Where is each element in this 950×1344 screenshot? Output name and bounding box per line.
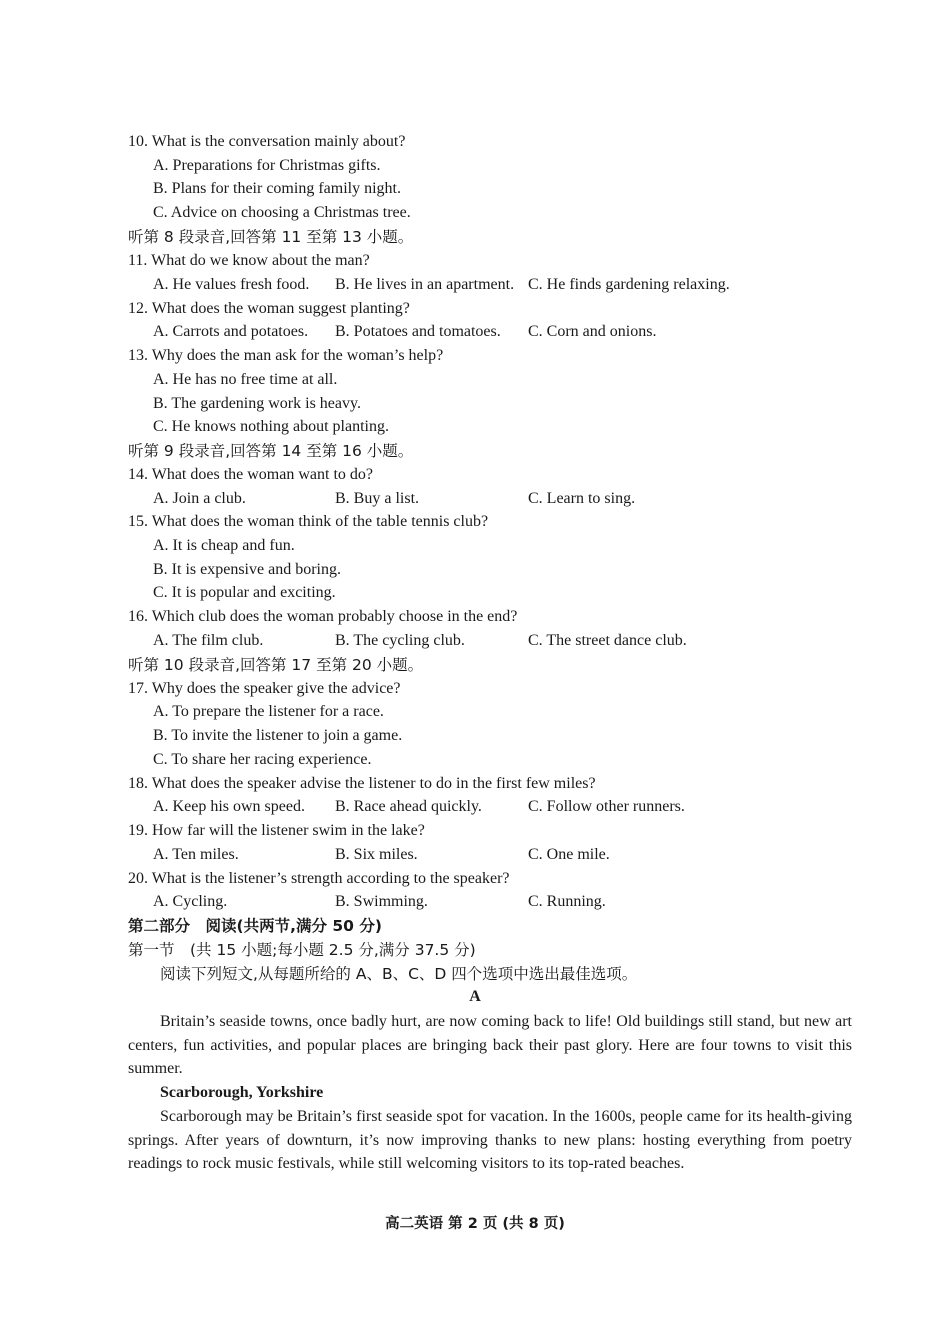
passage-paragraph-1 — [128, 1010, 852, 1081]
question-14-option-c: C. Learn to sing. — [528, 490, 636, 507]
question-15-stem: 15. What does the woman think of the table tennis club? — [128, 513, 489, 530]
part-two-heading: 第二部分 阅读(共两节,满分 50 分) — [128, 917, 382, 935]
section-one-heading: 第一节 (共 15 小题;每小题 2.5 分,满分 37.5 分) — [128, 941, 476, 959]
question-11-stem: 11. What do we know about the man? — [128, 252, 370, 269]
listening-instruction-10: 听第 10 段录音,回答第 17 至第 20 小题。 — [128, 656, 424, 674]
question-13-stem: 13. Why does the man ask for the woman’s help? — [128, 347, 444, 364]
question-18-option-b: B. Race ahead quickly. — [335, 798, 482, 815]
question-15-option-a: A. It is cheap and fun. — [153, 537, 295, 554]
question-13-option-a: A. He has no free time at all. — [153, 371, 338, 388]
question-15-option-c: C. It is popular and exciting. — [153, 584, 336, 601]
question-11-option-a: A. He values fresh food. — [153, 276, 310, 293]
question-11-option-b: B. He lives in an apartment. — [335, 276, 515, 293]
question-16-option-b: B. The cycling club. — [335, 632, 465, 649]
question-18-stem: 18. What does the speaker advise the listener to do in the first few miles? — [128, 775, 596, 792]
question-17-option-c: C. To share her racing experience. — [153, 751, 372, 768]
question-20-option-b: B. Swimming. — [335, 893, 428, 910]
question-19-stem: 19. How far will the listener swim in the lake? — [128, 822, 425, 839]
question-20-option-c: C. Running. — [528, 893, 606, 910]
question-15-option-b: B. It is expensive and boring. — [153, 561, 341, 578]
question-11-option-c: C. He finds gardening relaxing. — [528, 276, 730, 293]
question-10-stem: 10. What is the conversation mainly about? — [128, 133, 406, 150]
question-14-stem: 14. What does the woman want to do? — [128, 466, 373, 483]
passage-paragraph-2 — [128, 1105, 852, 1176]
question-10-option-c: C. Advice on choosing a Christmas tree. — [153, 204, 411, 221]
listening-instruction-9: 听第 9 段录音,回答第 14 至第 16 小题。 — [128, 442, 414, 460]
question-14-option-a: A. Join a club. — [153, 490, 246, 507]
question-19-option-b: B. Six miles. — [335, 846, 418, 863]
question-10-option-a: A. Preparations for Christmas gifts. — [153, 157, 381, 174]
question-17-stem: 17. Why does the speaker give the advice? — [128, 680, 401, 697]
question-13-option-b: B. The gardening work is heavy. — [153, 395, 361, 412]
question-12-option-c: C. Corn and onions. — [528, 323, 657, 340]
question-20-option-a: A. Cycling. — [153, 893, 228, 910]
question-17-option-a: A. To prepare the listener for a race. — [153, 703, 384, 720]
question-18-option-c: C. Follow other runners. — [528, 798, 685, 815]
listening-instruction-8: 听第 8 段录音,回答第 11 至第 13 小题。 — [128, 228, 414, 246]
question-18-option-a: A. Keep his own speed. — [153, 798, 305, 815]
question-16-stem: 16. Which club does the woman probably choose in the end? — [128, 608, 518, 625]
question-12-option-b: B. Potatoes and tomatoes. — [335, 323, 501, 340]
page-footer: 高二英语 第 2 页 (共 8 页) — [385, 1216, 565, 1232]
reading-directions: 阅读下列短文,从每题所给的 A、B、C、D 四个选项中选出最佳选项。 — [160, 965, 638, 983]
question-17-option-b: B. To invite the listener to join a game. — [153, 727, 403, 744]
question-19-option-c: C. One mile. — [528, 846, 610, 863]
passage-label: A — [469, 988, 481, 1005]
question-20-stem: 20. What is the listener’s strength according to the speaker? — [128, 870, 510, 887]
question-12-stem: 12. What does the woman suggest planting? — [128, 300, 410, 317]
question-14-option-b: B. Buy a list. — [335, 490, 420, 507]
passage-paragraph-2-text: Scarborough may be Britain’s first seaside spot for vacation. In the 1600s, people came for its health-giving springs. After years of downturn, it’s now improving thanks to new plans: hosting everything from poetry readings to rock music festivals, while still welcoming visitors to its top-rated beaches. — [128, 1108, 852, 1173]
question-12-option-a: A. Carrots and potatoes. — [153, 323, 309, 340]
passage-subheading: Scarborough, Yorkshire — [160, 1084, 324, 1101]
question-19-option-a: A. Ten miles. — [153, 846, 239, 863]
question-16-option-a: A. The film club. — [153, 632, 264, 649]
question-10-option-b: B. Plans for their coming family night. — [153, 180, 401, 197]
question-13-option-c: C. He knows nothing about planting. — [153, 418, 389, 435]
question-16-option-c: C. The street dance club. — [528, 632, 687, 649]
passage-paragraph-1-text: Britain’s seaside towns, once badly hurt, are now coming back to life! Old buildings still stand, but new art centers, fun activities, and popular places are bringing back their past glory. Here are four towns to visit this summer. — [128, 1013, 852, 1078]
